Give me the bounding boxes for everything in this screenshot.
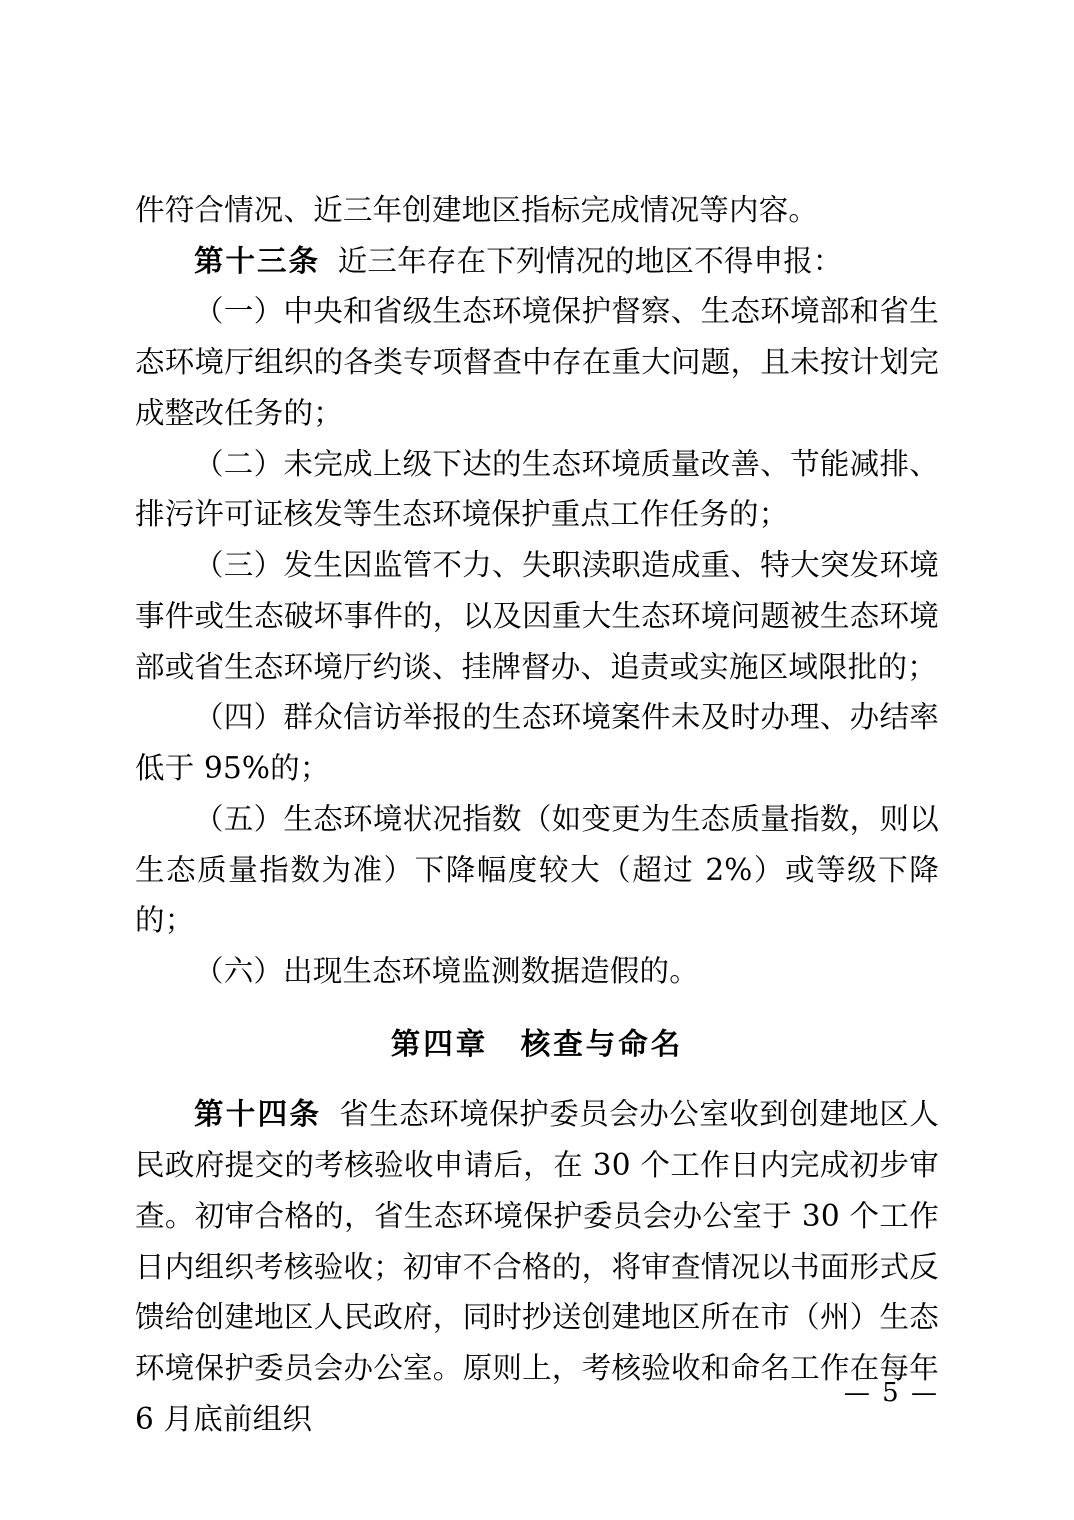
article-heading: 第十三条 (194, 242, 321, 278)
paragraph-item-4 (135, 692, 939, 793)
paragraph-text: （二）未完成上级下达的生态环境质量改善、节能减排、排污许可证核发等生态环境保护重点工作任务的； (135, 446, 939, 532)
chapter-title: 第四章 核查与命名 (390, 1025, 684, 1061)
paragraph-text: 省生态环境保护委员会办公室收到创建地区人民政府提交的考核验收申请后，在 30 个工作日内完成初步审查。初审合格的，省生态环境保护委员会办公室于 30 个工作日内组织考核验收；初审不合格的，将审查情况以书面形式反馈给创建地区人民政府，同时抄送创建地区所在市（州）生态环境保护委员会办公室。原则上，考核验收和命名工作在每年 6 月底前组织 (135, 1097, 939, 1436)
document-body (135, 185, 939, 1445)
paragraph-item-6 (135, 946, 939, 997)
paragraph-text: （四）群众信访举报的生态环境案件未及时办理、办结率低于 95%的； (135, 700, 939, 786)
paragraph-article-14 (135, 1089, 939, 1444)
paragraph-article-13 (135, 236, 939, 287)
paragraph-text: （六）出现生态环境监测数据造假的。 (194, 954, 699, 989)
paragraph-text: 件符合情况、近三年创建地区指标完成情况等内容。 (135, 193, 819, 227)
article-heading: 第十四条 (194, 1096, 322, 1132)
paragraph-text: （三）发生因监管不力、失职渎职造成重、特大突发环境事件或生态破坏事件的，以及因重大生态环境问题被生态环境部或省生态环境厅约谈、挂牌督办、追责或实施区域限批的； (135, 548, 939, 684)
paragraph-item-2 (135, 439, 939, 540)
paragraph-item-1 (135, 286, 939, 438)
paragraph-text: （一）中央和省级生态环境保护督察、生态环境部和省生态环境厅组织的各类专项督查中存在重大问题，且未按计划完成整改任务的； (135, 294, 939, 430)
paragraph-item-3 (135, 540, 939, 692)
page-number: — 5 — (843, 1378, 939, 1408)
paragraph-continued (135, 185, 939, 236)
paragraph-text: 近三年存在下列情况的地区不得申报： (337, 243, 843, 278)
paragraph-text: （五）生态环境状况指数（如变更为生态质量指数，则以生态质量指数为准）下降幅度较大（超过 2%）或等级下降的； (135, 801, 939, 938)
paragraph-item-5 (135, 794, 939, 946)
